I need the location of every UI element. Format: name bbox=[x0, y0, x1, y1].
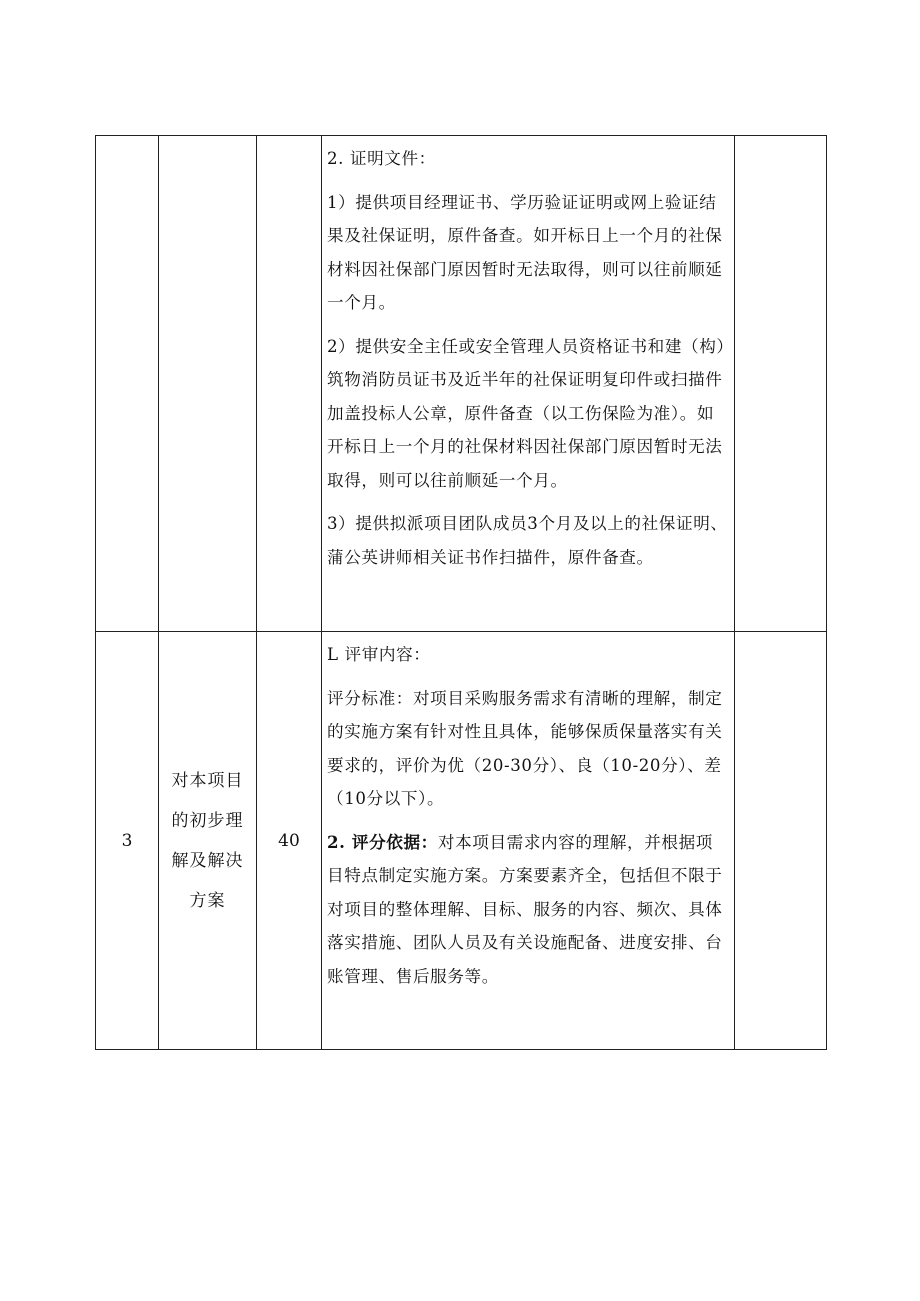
row1-item-1: 1）提供项目经理证书、学历验证证明或网上验证结果及社保证明，原件备查。如开标日上一个月的社保材料因社保部门原因暂时无法取得，则可以往前顺延一个月。 bbox=[327, 192, 723, 312]
row2-heading: L 评审内容： bbox=[327, 645, 431, 664]
scoring-table-wrapper bbox=[95, 135, 826, 1050]
row2-remark-cell bbox=[735, 632, 827, 1050]
scoring-table bbox=[95, 135, 827, 1050]
row2-number: 3 bbox=[96, 632, 159, 1050]
row2-basis-text: 对本项目需求内容的理解，并根据项目特点制定实施方案。方案要素齐全，包括但不限于对项目的整体理解、目标、服务的内容、频次、具体落实措施、团队人员及有关设施配备、进度安排、台账管理、售后服务等。 bbox=[327, 832, 723, 986]
row1-item-3: 3）提供拟派项目团队成员3个月及以上的社保证明、蒲公英讲师相关证书作扫描件，原件备查。 bbox=[327, 514, 728, 567]
row1-content-cell bbox=[322, 136, 735, 632]
row1-heading: 2. 证明文件： bbox=[327, 149, 436, 168]
row2-title-cell bbox=[159, 632, 257, 1050]
row2-criteria: 评分标准：对项目采购服务需求有清晰的理解，制定的实施方案有针对性且具体，能够保质保量落实有关要求的，评价为优（20-30分）、良（10-20分）、差（10分以下）。 bbox=[327, 688, 723, 808]
row2-score: 40 bbox=[257, 632, 322, 1050]
row1-number-cell bbox=[96, 136, 159, 632]
row1-remark-cell bbox=[735, 136, 827, 632]
row2-title: 对本项目的初步理解及解决方案 bbox=[171, 770, 244, 911]
row1-item-2: 2）提供安全主任或安全管理人员资格证书和建（构）筑物消防员证书及近半年的社保证明复印件或扫描件加盖投标人公章，原件备查（以工伤保险为准）。如开标日上一个月的社保材料因社保部门原因暂时无法取得，则可以往前顺延一个月。 bbox=[327, 336, 726, 490]
row2-basis bbox=[327, 826, 729, 994]
table-row bbox=[96, 632, 827, 1050]
row1-title-cell bbox=[159, 136, 257, 632]
table-row bbox=[96, 136, 827, 632]
row2-basis-label: 2. 评分依据： bbox=[327, 831, 438, 852]
row1-score-cell bbox=[257, 136, 322, 632]
row2-content-cell bbox=[322, 632, 735, 1050]
